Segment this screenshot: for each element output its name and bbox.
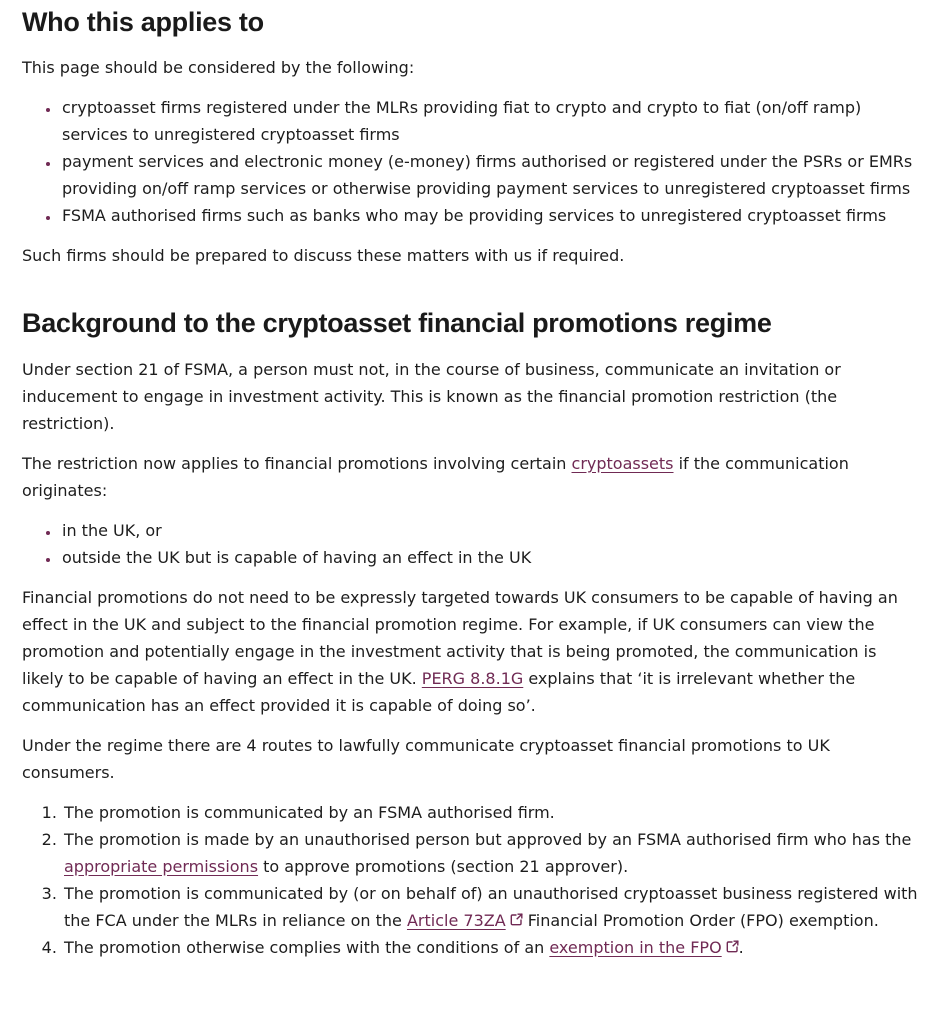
heading-who-this-applies-to: Who this applies to (22, 7, 264, 37)
paragraph-text: The restriction now applies to financial promotions involving certain (22, 453, 572, 473)
list-item: • outside the UK but is capable of having an effect in the UK (60, 544, 919, 571)
perg-8-8-1g-link[interactable]: PERG 8.8.1G (421, 668, 524, 688)
external-link-icon[interactable] (510, 913, 523, 926)
route-item-2 (62, 826, 919, 880)
list-item: • cryptoasset firms registered under the MLRs providing fiat to crypto and crypto to fiat (on/off ramp) services to unregistered cryptoasset firms (60, 94, 919, 148)
who-bullet-list (22, 94, 919, 229)
paragraph-text: Financial Promotion Order (FPO) exemption. (522, 910, 879, 930)
list-item: • in the UK, or (60, 517, 919, 544)
cryptoassets-link[interactable]: cryptoassets (571, 453, 674, 473)
paragraph-text: The promotion is communicated by (or on behalf of) an unauthorised cryptoasset business registered with the FCA under the MLRs in reliance on the (64, 883, 918, 930)
fpo-exemption-link[interactable]: exemption in the FPO (549, 937, 722, 957)
origination-bullet-list (22, 517, 919, 571)
appropriate-permissions-link[interactable]: appropriate permissions (64, 856, 259, 876)
external-link-icon[interactable] (726, 940, 739, 953)
article-73za-link[interactable]: Article 73ZA (406, 910, 506, 930)
paragraph-restriction-applies (22, 450, 919, 504)
paragraph-uk-effect (22, 584, 919, 719)
heading-background: Background to the cryptoasset financial promotions regime (22, 308, 772, 339)
route-item-4 (62, 934, 919, 961)
paragraph-text: . (738, 937, 744, 957)
paragraph-restriction: Under section 21 of FSMA, a person must not, in the course of business, communicate an invitation or inducement to engage in investment activity. This is known as the financial promotion restriction (the restriction). (22, 359, 841, 433)
intro-paragraph: This page should be considered by the following: (22, 58, 415, 78)
paragraph-text: The promotion otherwise complies with the conditions of an (64, 937, 550, 957)
routes-numbered-list (22, 799, 919, 961)
list-item: • FSMA authorised firms such as banks who may be providing services to unregistered cryptoasset firms (60, 202, 919, 229)
paragraph-text: if the communication originates: (22, 453, 849, 500)
paragraph-text: The promotion is made by an unauthorised person but approved by an FSMA authorised firm who has the (64, 829, 912, 849)
outro-paragraph: Such firms should be prepared to discuss these matters with us if required. (22, 246, 625, 266)
paragraph-text: to approve promotions (section 21 approver). (258, 856, 629, 876)
paragraph-text: explains that ‘it is irrelevant whether the communication has an effect provided it is capable of doing so’. (22, 668, 856, 715)
route-item-3 (62, 880, 919, 934)
list-item: • payment services and electronic money (e-money) firms authorised or registered under the PSRs or EMRs providing on/off ramp services or otherwise providing payment services to unregistered cryptoasset firms (60, 148, 919, 202)
paragraph-text: Financial promotions do not need to be expressly targeted towards UK consumers to be capable of having an effect in the UK and subject to the financial promotion regime. For example, if UK consumers can view the promotion and potentially engage in the investment activity that is being promoted, the communication is likely to be capable of having an effect in the UK. (22, 587, 898, 688)
paragraph-four-routes: Under the regime there are 4 routes to lawfully communicate cryptoasset financial promotions to UK consumers. (22, 735, 830, 782)
route-item-1: 1. The promotion is communicated by an FSMA authorised firm. (62, 799, 919, 826)
